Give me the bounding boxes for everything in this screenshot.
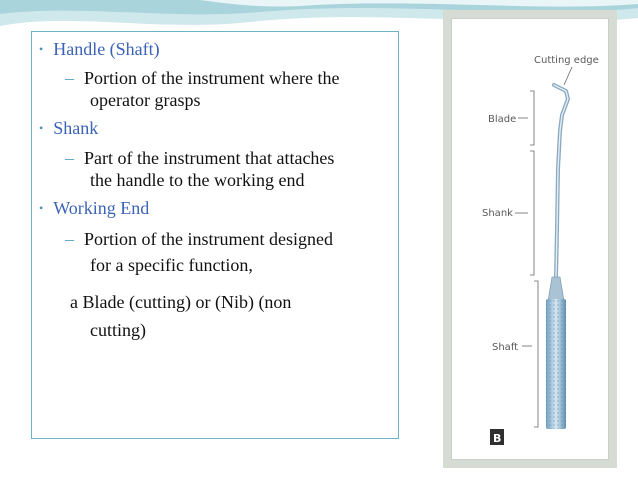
bullet-title: Working End [53, 198, 150, 218]
label-shaft: Shaft [492, 342, 519, 353]
sub-item-continuation: operator grasps [90, 90, 201, 110]
instrument-collar [548, 277, 564, 301]
instrument-handle-texture [546, 299, 566, 429]
sub-item-continuation: the handle to the working end [90, 170, 305, 190]
cutting-edge-leader [564, 67, 572, 85]
sub-item-text: Portion of the instrument where the [84, 68, 340, 88]
bullet-working-end [39, 198, 149, 220]
bullet-dot: • [39, 121, 44, 135]
shaft-bracket [534, 281, 538, 427]
bullet-dot: • [39, 201, 44, 215]
sub-item-continuation: for a specific function, [90, 255, 253, 275]
sub-item [65, 68, 339, 88]
dash-marker: – [65, 229, 74, 249]
instrument-figure-panel [451, 18, 609, 460]
figure-letter: B [493, 432, 502, 445]
instrument-diagram [452, 19, 610, 461]
extra-text-line: cutting) [90, 320, 146, 340]
bullet-shank [39, 118, 98, 140]
extra-text-line: a Blade (cutting) or (Nib) (non [70, 292, 292, 312]
label-shank: Shank [482, 208, 513, 219]
bullet-dot: • [39, 42, 44, 56]
sub-item-text: Portion of the instrument designed [84, 229, 333, 249]
blade-bracket [530, 91, 534, 145]
shank-bracket [530, 151, 534, 275]
bullet-title: Shank [53, 118, 99, 138]
dash-marker: – [65, 68, 74, 88]
text-content-panel [31, 31, 399, 439]
bullet-handle [39, 39, 160, 61]
label-blade: Blade [488, 114, 517, 125]
label-cutting-edge: Cutting edge [534, 55, 599, 66]
dash-marker: – [65, 148, 74, 168]
bullet-title: Handle (Shaft) [53, 39, 160, 59]
sub-item-text: Part of the instrument that attaches [84, 148, 335, 168]
sub-item [65, 148, 334, 168]
sub-item [65, 229, 333, 249]
